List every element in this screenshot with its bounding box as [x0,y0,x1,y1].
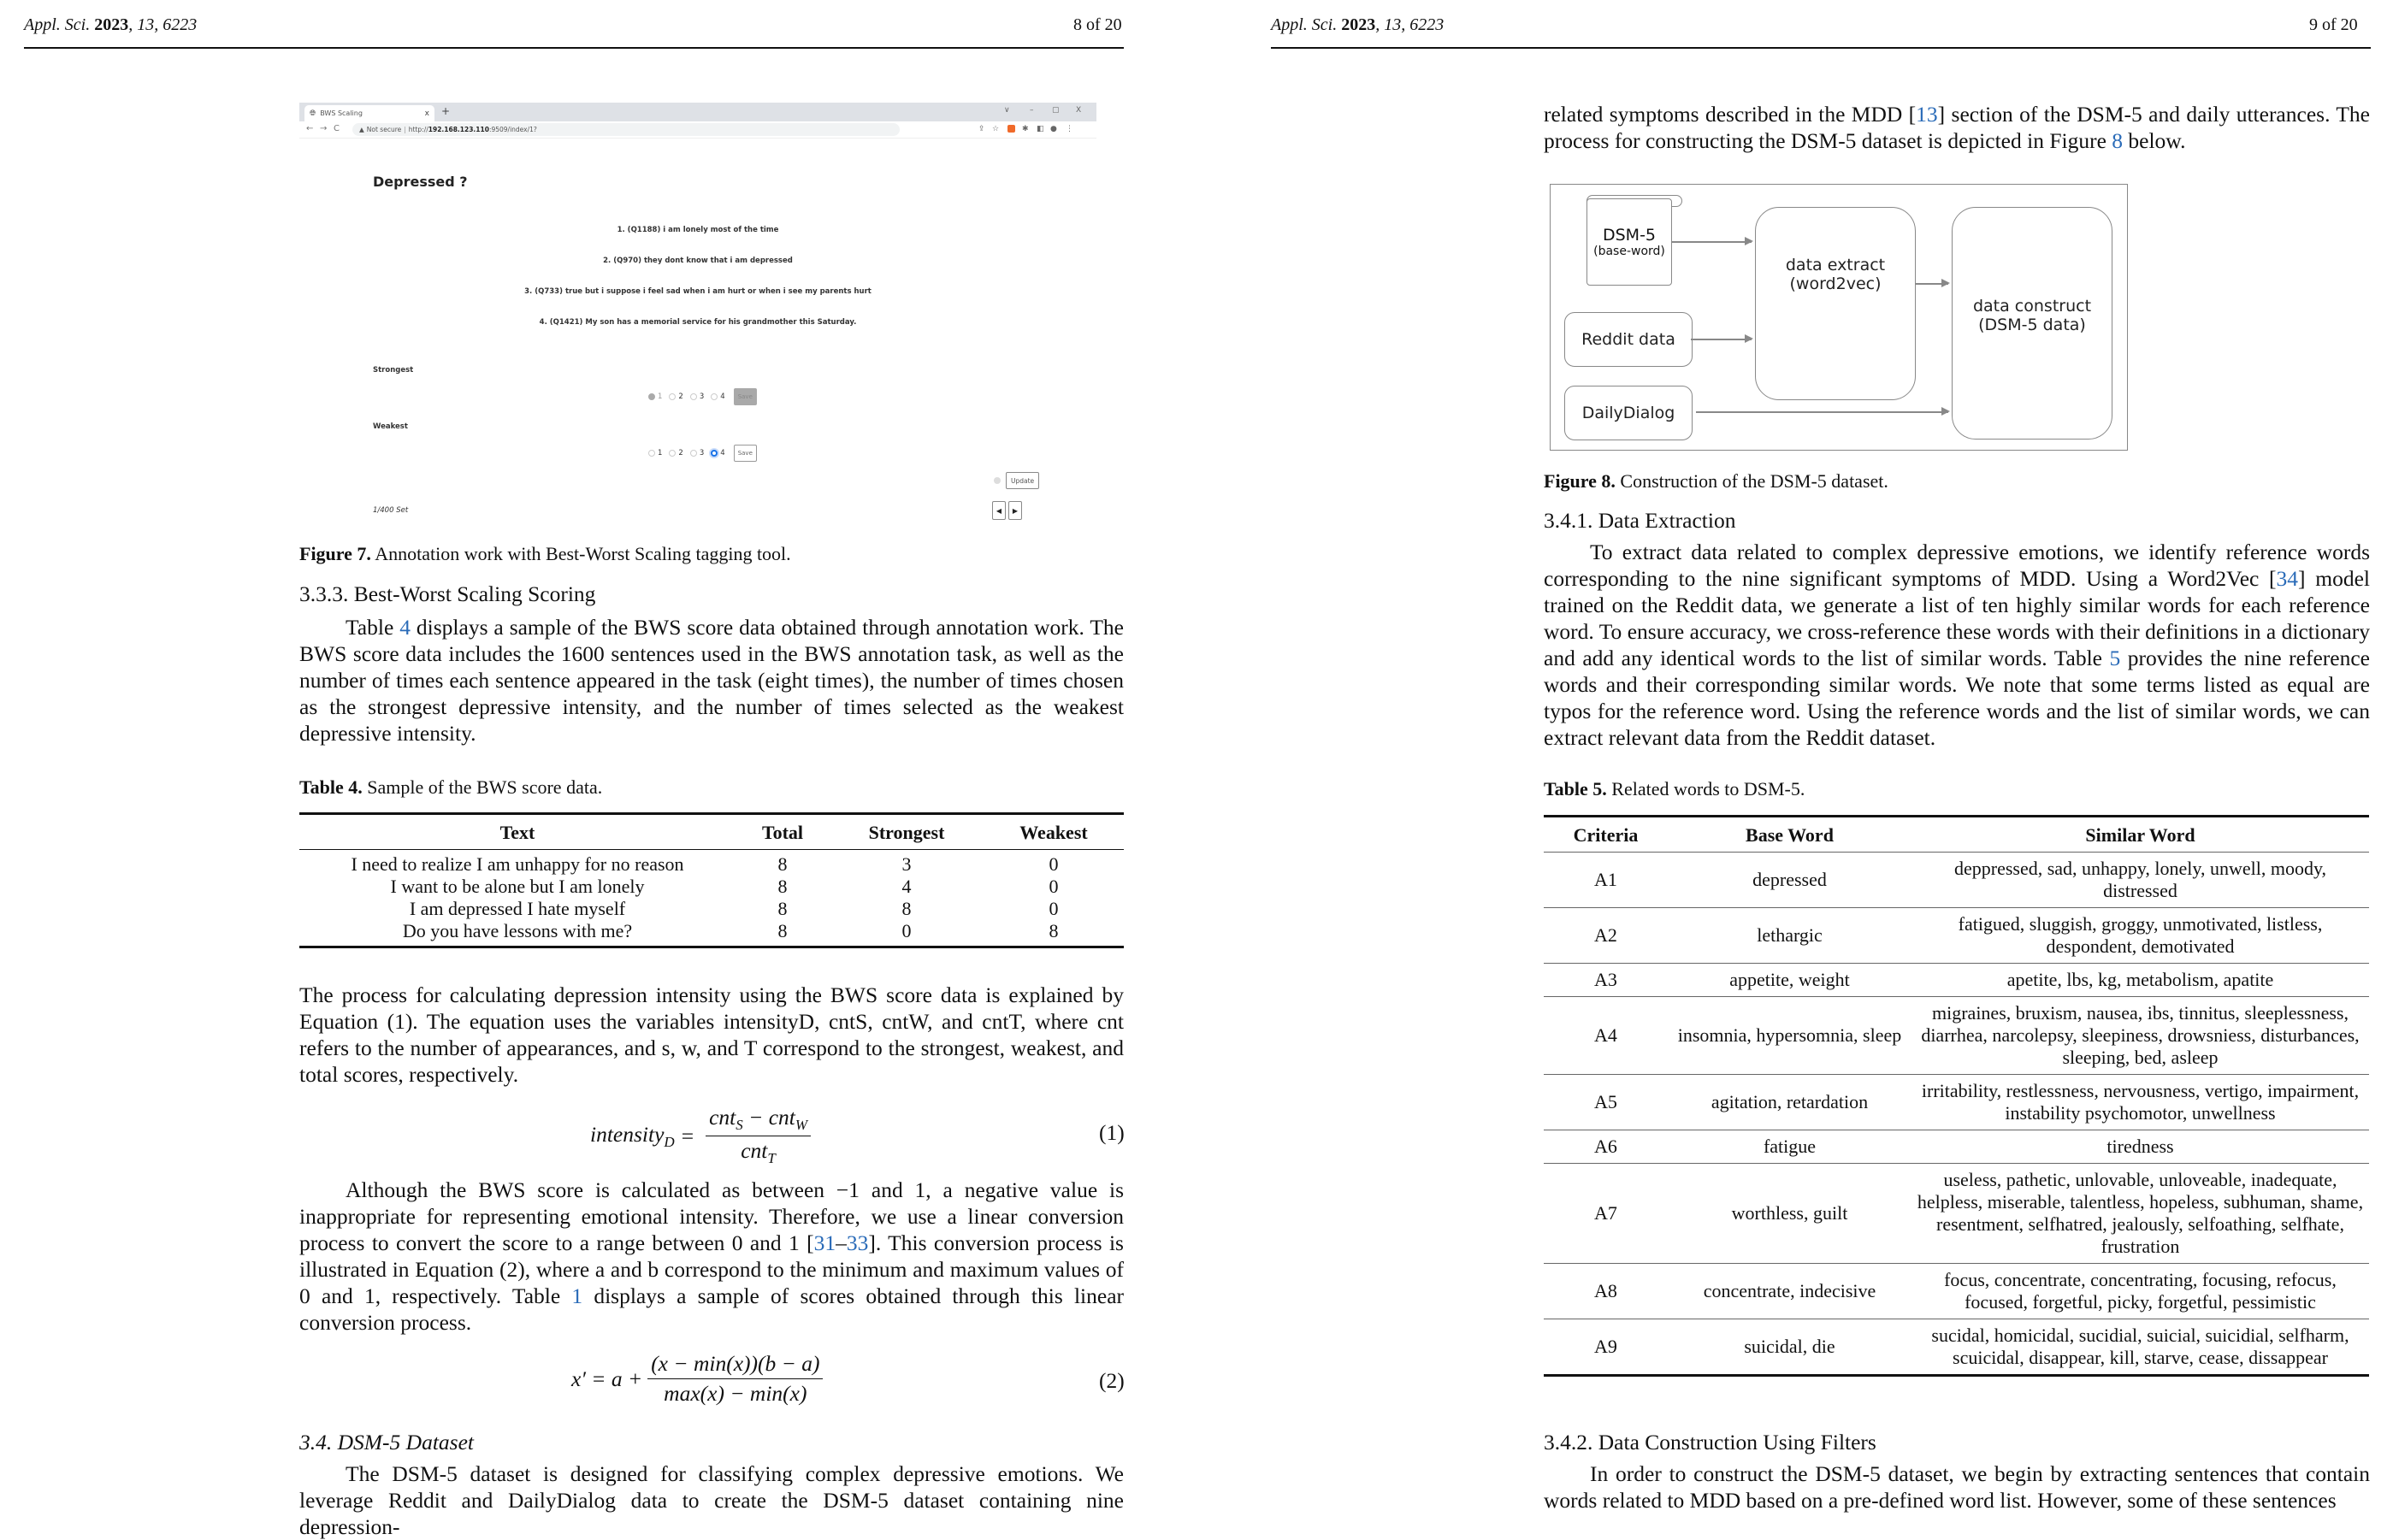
paragraph-data-extraction: To extract data related to complex depressive emotions, we identify reference words corresponding to the nine significant symptoms of MDD. Using a Word2Vec [34] model trained on the Reddit data, we generate a list of ten highly similar words for each reference word. To ensure accuracy, we cross-reference these words with their definitions in a dictionary and add any identical words to the list of similar words. Table 5 provides the nine reference words and their corresponding similar words. We note that some terms listed as equal are typos for the reference word. Using the reference words and the list of similar words, we can extract relevant data from the Reddit dataset. [1544,540,2370,750]
prev-set-button[interactable]: ◀ [992,501,1006,520]
running-head: Appl. Sci. 2023, 13, 6223 [1271,15,1445,34]
table-header: Base Word [1746,824,1834,846]
journal-volume: , 13, 6223 [128,15,198,34]
strongest-radio-2[interactable] [669,393,676,400]
table-5 [1544,815,2369,1377]
node-data-extract: data extract (word2vec) [1755,207,1916,400]
table-4-link[interactable]: 4 [399,615,411,640]
table-4-caption: Table 4. Sample of the BWS score data. [299,776,603,798]
node-dsm5-base-word: DSM-5 (base-word) [1586,198,1672,286]
table-header: Similar Word [2085,824,2195,846]
sentence-4: 4. (Q1421) My son has a memorial service for his grandmother this Saturday. [539,318,857,327]
strongest-radio-3[interactable] [690,393,697,400]
minimize-icon[interactable]: – [1030,106,1034,115]
table-header: Strongest [868,822,945,843]
table-5-caption: Table 5. Related words to DSM-5. [1544,778,1805,800]
table-row: A5 agitation, retardation irritability, restlessness, nervousness, vertigo, impairment, instability psychomotor, unwellness [1544,1075,2369,1130]
node-reddit-data: Reddit data [1564,312,1693,367]
arrow-reddit-to-extract [1691,339,1752,340]
page-number: 8 of 20 [1073,15,1122,34]
back-icon[interactable]: ← [306,124,314,133]
warning-icon: ▲ [359,126,364,133]
table-row: A9 suicidal, die sucidal, homicidal, sucidial, suicial, suicidial, selfharm, scuicidal, disappear, kill, starve, cease, dissappear [1544,1319,2369,1376]
table-header: Text [499,822,535,843]
sentence-2: 2. (Q970) they dont know that i am depressed [603,257,793,265]
paragraph-bws-scoring: Table 4 displays a sample of the BWS score data obtained through annotation work. The BWS score data includes the 1600 sentences used in the BWS annotation task, as well as the number of times each sentence appeared in the task (eight times), the number of times chosen as the strongest depressive intensity, and the number of times selected as the weakest depressive intensity. [299,615,1124,746]
paragraph-equation-2: Although the BWS score is calculated as between −1 and 1, a negative value is inappropriate for representing emotional intensity. Therefore, we use a linear conversion process to convert the score to a range between 0 and 1 [31–33]. This conversion process is illustrated in Equation (2), where a and b correspond to the minimum and maximum values of 0 and 1, respectively. Table 1 displays a sample of scores obtained through this linear conversion process. [299,1177,1124,1335]
equation-1: intensity$_D$ = $\frac{cnt_S - cnt_W}{cnt_T}$ [590,1105,816,1167]
table-row: A3 appetite, weight apetite, lbs, kg, metabolism, apatite [1544,964,2369,997]
weakest-radio-group: 1 2 3 4 Save [641,445,757,462]
journal-year: 2023 [94,15,129,34]
app-title: Depressed ? [373,174,468,190]
paragraph-data-construction: In order to construct the DSM-5 dataset, we begin by extracting sentences that contain words related to MDD based on a pre-defined word list. However, some of these sentences [1544,1461,2370,1513]
table-5-link[interactable]: 5 [2109,646,2121,670]
ref-13-link[interactable]: 13 [1916,102,1938,127]
new-tab-icon[interactable]: + [441,105,451,117]
tab-close-icon[interactable]: x [424,109,429,118]
address-bar[interactable]: ▲ Not secure | http://192.168.123.110:9509/index/1? [352,123,900,136]
table-header: Criteria [1573,824,1639,846]
section-heading-3-4-1: 3.4.1. Data Extraction [1544,508,1736,533]
extension-icon[interactable] [1007,125,1015,133]
bookmark-star-icon[interactable]: ☆ [992,125,1000,133]
table-row: A8 concentrate, indecisive focus, concentrate, concentrating, focusing, refocus, focused, forgetful, picky, forgetful, pessimistic [1544,1264,2369,1319]
share-icon[interactable]: ⇪ [978,125,985,133]
table-row: A1 depressed deppressed, sad, unhappy, lonely, unwell, moody, distressed [1544,853,2369,908]
figure-8-diagram [1550,184,2128,451]
paragraph-dsm5-dataset: The DSM-5 dataset is designed for classifying complex depressive emotions. We leverage Reddit and DailyDialog data to create the DSM-5 dataset containing nine depression- [299,1461,1124,1539]
paragraph-dsm5-intro: related symptoms described in the MDD [13] section of the DSM-5 and daily utterances. The process for constructing the DSM-5 dataset is depicted in Figure 8 below. [1544,102,2370,153]
strongest-save-button[interactable]: Save [734,388,757,405]
strongest-radio-group: 1 2 3 4 Save [641,388,757,405]
header-rule [1271,47,2371,49]
forward-icon[interactable]: → [320,124,328,133]
next-set-button[interactable]: ▶ [1008,501,1022,520]
browser-tabstrip [299,103,1096,121]
browser-toolbar [299,121,1096,139]
set-counter: 1/400 Set [373,506,409,515]
weakest-radio-4[interactable] [711,450,718,457]
update-area [994,472,1039,489]
ref-31-link[interactable]: 31 [813,1230,836,1255]
globe-icon: 🌐︎ [310,109,316,118]
weakest-radio-1[interactable] [648,450,655,457]
table-row: I am depressed I hate myself 8 8 0 [409,898,1059,919]
url-text: http://192.168.123.110:9509/index/1? [408,126,537,133]
pager [992,501,1022,520]
table-header: Total [761,822,804,843]
weakest-label: Weakest [373,422,408,431]
equation-2: x′ = a + $\frac{(x - \min(x))(b - a)}{\max(x) - \min(x)}$ [571,1351,828,1407]
figure-8-caption: Figure 8. Construction of the DSM-5 dataset. [1544,470,1888,492]
node-data-construct: data construct (DSM-5 data) [1952,207,2112,440]
table-row: A2 lethargic fatigued, sluggish, groggy, unmotivated, listless, despondent, demotivated [1544,908,2369,964]
security-label: Not secure [366,126,402,133]
section-heading-3-4-2: 3.4.2. Data Construction Using Filters [1544,1430,1876,1454]
page-number: 9 of 20 [2309,15,2358,34]
strongest-radio-4[interactable] [711,393,718,400]
equation-2-number: (2) [1099,1368,1125,1393]
arrow-dailydialog-to-construct [1696,411,1948,413]
node-dailydialog: DailyDialog [1564,386,1693,440]
ref-34-link[interactable]: 34 [2276,566,2299,591]
weakest-save-button[interactable]: Save [734,445,757,462]
status-indicator [994,477,1001,484]
profile-avatar-icon[interactable]: ● [1050,125,1057,133]
weakest-radio-2[interactable] [669,450,676,457]
table-row: A4 insomnia, hypersomnia, sleep migraines, bruxism, nausea, ibs, tinnitus, sleeplessness, diarrhea, narcolepsy, sleepiness, drowsniess, disturbances, sleeping, bed, asleep [1544,997,2369,1075]
ref-33-link[interactable]: 33 [846,1230,869,1255]
reload-icon[interactable]: C [334,124,340,133]
section-heading-3-3-3: 3.3.3. Best-Worst Scaling Scoring [299,581,596,606]
table-row: I want to be alone but I am lonely 8 4 0 [390,876,1059,897]
equation-1-number: (1) [1099,1120,1125,1145]
sentence-1: 1. (Q1188) i am lonely most of the time [617,226,779,234]
browser-tab[interactable] [304,105,434,121]
tab-title: BWS Scaling [320,109,363,117]
arrow-extract-to-construct [1916,283,1948,285]
side-panel-icon[interactable]: ◧ [1037,125,1044,133]
header-rule [24,47,1124,49]
table-row: Do you have lessons with me? 8 0 8 [402,920,1059,941]
figure-8-link[interactable]: 8 [2112,128,2124,153]
strongest-label: Strongest [373,366,414,375]
arrow-dsm5-to-extract [1671,241,1752,243]
journal-name: Appl. Sci. [24,15,91,34]
table-row: A7 worthless, guilt useless, pathetic, unlovable, unloveable, inadequate, helpless, miserable, talentless, hopeless, subhuman, shame, resentment, selfhatred, jealously, selfoathing, selfhate, frustration [1544,1164,2369,1264]
update-button[interactable]: Update [1006,472,1039,489]
figure-7-browser-screenshot [299,103,1096,528]
strongest-radio-1[interactable] [648,393,655,400]
tab-search-icon[interactable]: ∨ [1004,106,1010,115]
running-head [24,15,197,35]
weakest-radio-3[interactable] [690,450,697,457]
puzzle-extensions-icon[interactable]: ✱ [1022,125,1029,133]
paragraph-equation-1: The process for calculating depression intensity using the BWS score data is explained by Equation (1). The equation uses the variables intensityD, cntS, cntW, and cntT, where cnt refers to the number of appearances, and s, w, and T correspond to the strongest, weakest, and total scores, respectively. [299,982,1124,1087]
sentence-3: 3. (Q733) true but i suppose i feel sad when i am hurt or when i see my parents hurt [524,287,872,296]
table-row: I need to realize I am unhappy for no reason 8 3 0 [351,853,1059,875]
browser-menu-icon[interactable]: ⋮ [1066,125,1073,133]
section-heading-3-4: 3.4. DSM-5 Dataset [299,1430,474,1454]
page-8 [0,0,1197,1539]
figure-7-caption: Figure 7. Annotation work with Best-Worst Scaling tagging tool. [299,543,791,564]
table-4 [299,812,1124,948]
table-1-link[interactable]: 1 [571,1283,583,1308]
table-row: A6 fatigue tiredness [1544,1130,2369,1164]
window-close-icon[interactable]: X [1076,106,1082,115]
maximize-icon[interactable]: ▢ [1052,106,1060,115]
table-header: Weakest [1019,822,1088,843]
